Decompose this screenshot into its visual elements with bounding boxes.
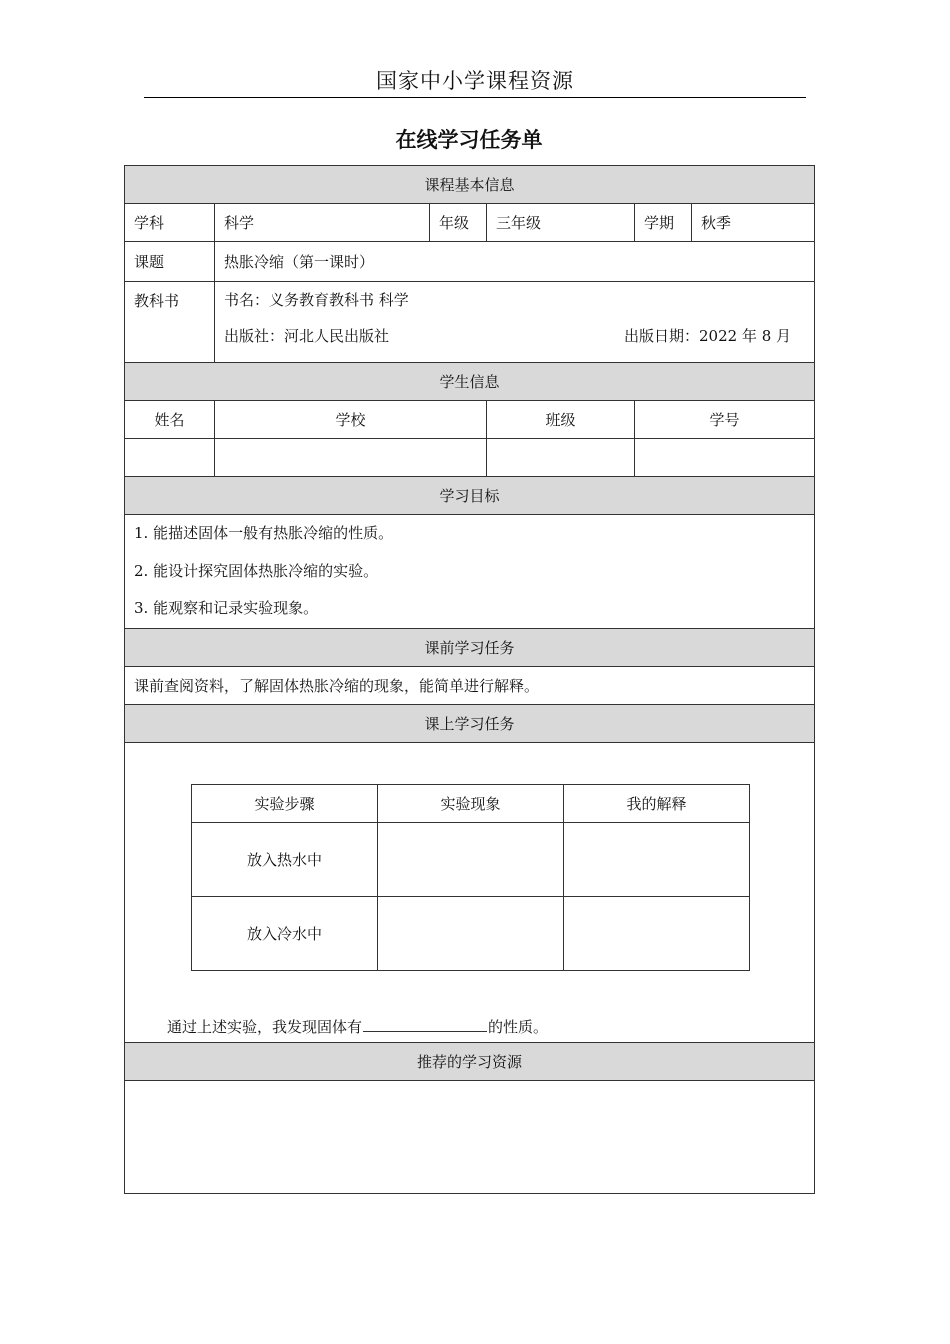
textbook-label: 教科书 [125, 282, 215, 363]
book-name: 书名：义务教育教科书 科学 [224, 291, 409, 309]
objective-item: 2. 能设计探究固体热胀冷缩的实验。 [134, 561, 379, 580]
conclusion-prefix: 通过上述实验，我发现固体有 [167, 1017, 363, 1036]
publisher-line [224, 326, 805, 362]
objective-item: 1. 能描述固体一般有热胀冷缩的性质。 [134, 524, 394, 542]
section-resources: 推荐的学习资源 [125, 1042, 815, 1080]
conclusion-sentence [167, 1013, 548, 1038]
topic-label: 课题 [125, 242, 215, 282]
topic-value: 热胀冷缩（第一课时） [215, 242, 815, 282]
section-student-info: 学生信息 [125, 363, 815, 401]
student-id-input-cell[interactable] [635, 439, 815, 477]
school-header: 学校 [215, 401, 487, 439]
experiment-table [191, 784, 750, 971]
class-input-cell[interactable] [487, 439, 635, 477]
subject-label: 学科 [125, 204, 215, 242]
student-id-header: 学号 [635, 401, 815, 439]
step-hot-water: 放入热水中 [192, 822, 378, 896]
in-class-task-area [125, 742, 815, 1042]
step-cold-water: 放入冷水中 [192, 896, 378, 970]
school-input-cell[interactable] [215, 439, 487, 477]
explanation-hot-input[interactable] [564, 822, 750, 896]
page-header-title: 国家中小学课程资源 [376, 69, 574, 93]
pre-class-task: 课前查阅资料，了解固体热胀冷缩的现象，能简单进行解释。 [125, 666, 815, 704]
name-input-cell[interactable] [125, 439, 215, 477]
name-header: 姓名 [125, 401, 215, 439]
section-basic-info: 课程基本信息 [125, 166, 815, 204]
section-in-class: 课上学习任务 [125, 704, 815, 742]
section-objectives: 学习目标 [125, 477, 815, 515]
term-value: 秋季 [692, 204, 815, 242]
conclusion-suffix: 的性质。 [488, 1017, 549, 1036]
publish-date: 出版日期：2022 年 8 月 [624, 327, 792, 345]
header-divider [144, 97, 806, 98]
class-header: 班级 [487, 401, 635, 439]
task-sheet-table [124, 165, 815, 1194]
textbook-info [215, 282, 815, 363]
conclusion-blank[interactable] [363, 1013, 487, 1032]
explanation-cold-input[interactable] [564, 896, 750, 970]
phenomenon-cold-input[interactable] [378, 896, 564, 970]
publisher: 出版社：河北人民出版社 [224, 327, 390, 345]
document-title: 在线学习任务单 [395, 127, 543, 152]
objective-item: 3. 能观察和记录实验现象。 [134, 599, 319, 617]
explanation-header: 我的解释 [564, 784, 750, 822]
term-label: 学期 [635, 204, 692, 242]
grade-label: 年级 [430, 204, 487, 242]
experiment-step-header: 实验步骤 [192, 784, 378, 822]
section-pre-class: 课前学习任务 [125, 628, 815, 666]
subject-value: 科学 [215, 204, 430, 242]
grade-value: 三年级 [487, 204, 635, 242]
experiment-phenomenon-header: 实验现象 [378, 784, 564, 822]
objectives-list [125, 515, 815, 629]
resources-area [125, 1080, 815, 1193]
phenomenon-hot-input[interactable] [378, 822, 564, 896]
